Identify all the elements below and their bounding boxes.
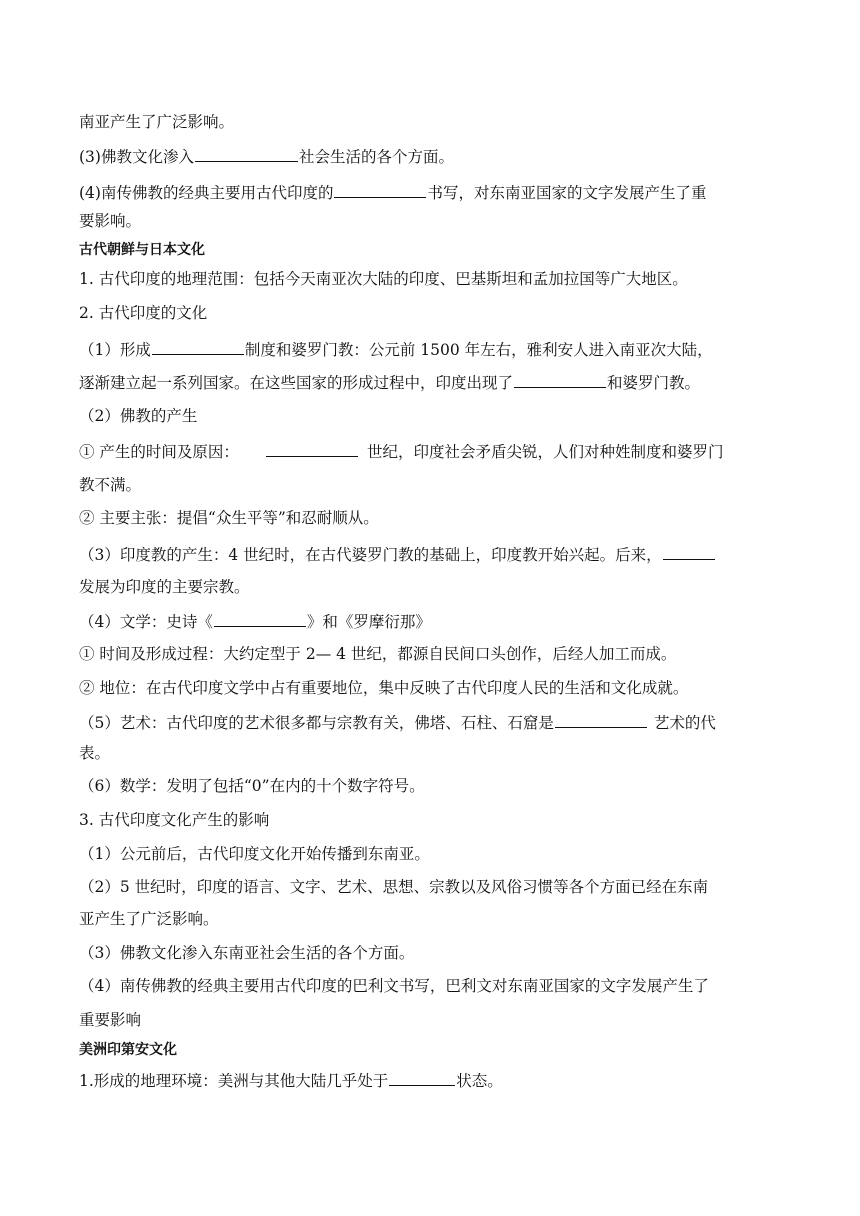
text: 1. 古代印度的地理范围：包括今天南亚次大陆的印度、巴基斯坦和孟加拉国等广大地区。 <box>79 270 688 288</box>
text: 状态。 <box>456 1072 503 1090</box>
fill-blank[interactable] <box>266 439 358 457</box>
text-line <box>79 268 789 290</box>
text: 》和《罗摩衍那》 <box>306 613 431 631</box>
text-line <box>79 843 789 865</box>
text: ① 产生的时间及原因： <box>79 443 239 461</box>
text: (3)佛教文化渗入 <box>79 148 194 166</box>
text: 和婆罗门教。 <box>607 374 701 392</box>
text: （2）佛教的产生 <box>79 407 198 425</box>
text: 要影响。 <box>79 212 142 230</box>
fill-blank[interactable] <box>389 1068 455 1086</box>
text: (4)南传佛教的经典主要用古代印度的 <box>79 184 334 202</box>
text-line <box>79 474 789 496</box>
fill-blank[interactable] <box>334 180 426 198</box>
text-line <box>79 809 789 831</box>
text: 社会生活的各个方面。 <box>298 148 454 166</box>
text-line <box>79 677 789 699</box>
section-heading <box>79 239 789 261</box>
text-line <box>79 1068 789 1092</box>
text-line <box>79 876 789 898</box>
text-line <box>79 405 789 427</box>
text: 逐渐建立起一系列国家。在这些国家的形成过程中，印度出现了 <box>79 374 514 392</box>
text: ① 时间及形成过程：大约定型于 2— 4 世纪，都源自民间口头创作，后经人加工而成。 <box>79 645 677 663</box>
text-line <box>79 370 789 394</box>
text: （4）文学：史诗《 <box>79 613 213 631</box>
text-line <box>79 742 789 764</box>
fill-blank[interactable] <box>514 370 606 388</box>
text-line <box>79 908 789 930</box>
text-line <box>79 542 789 566</box>
text: 制度和婆罗门教：公元前 1500 年左右，雅利安人进入南亚次大陆， <box>244 341 713 359</box>
text: （4）南传佛教的经典主要用古代印度的巴利文书写，巴利文对东南亚国家的文字发展产生了 <box>79 977 709 995</box>
text: 世纪，印度社会矛盾尖锐，人们对种姓制度和婆罗门 <box>366 443 724 461</box>
text-line <box>79 210 789 232</box>
section-heading <box>79 1039 789 1061</box>
text: 重要影响 <box>79 1011 142 1029</box>
heading-text: 美洲印第安文化 <box>79 1042 177 1058</box>
text: 书写，对东南亚国家的文字发展产生了重 <box>427 184 707 202</box>
text: （5）艺术：古代印度的艺术很多都与宗教有关，佛塔、石柱、石窟是 <box>79 714 554 732</box>
text-line <box>79 144 789 168</box>
text: 亚产生了广泛影响。 <box>79 910 219 928</box>
text: 3. 古代印度文化产生的影响 <box>79 811 270 829</box>
text-line <box>79 337 789 361</box>
fill-blank[interactable] <box>195 144 298 162</box>
text-line <box>79 942 789 964</box>
text-line <box>79 775 789 797</box>
text: （1）公元前后，古代印度文化开始传播到东南亚。 <box>79 845 430 863</box>
text-line <box>79 302 789 324</box>
text: 教不满。 <box>79 476 142 494</box>
fill-blank[interactable] <box>663 542 715 560</box>
text: 南亚产生了广泛影响。 <box>79 113 235 131</box>
text: （1）形成 <box>79 341 151 359</box>
text: ② 地位：在古代印度文学中占有重要地位，集中反映了古代印度人民的生活和文化成就。 <box>79 679 689 697</box>
text-line <box>79 1009 789 1031</box>
text-line <box>79 975 789 997</box>
text: （6）数学：发明了包括“0”在内的十个数字符号。 <box>79 777 425 795</box>
text-line <box>79 643 789 665</box>
text: （2）5 世纪时，印度的语言、文字、艺术、思想、宗教以及风俗习惯等各个方面已经在东南 <box>79 878 709 896</box>
text: ② 主要主张：提倡“众生平等”和忍耐顺从。 <box>79 509 379 527</box>
fill-blank[interactable] <box>214 609 306 627</box>
text: 艺术的代 <box>653 714 716 732</box>
text: 2. 古代印度的文化 <box>79 304 208 322</box>
text: 发展为印度的主要宗教。 <box>79 578 250 596</box>
text-line <box>79 710 789 734</box>
text-line <box>79 439 789 463</box>
text: （3）佛教文化渗入东南亚社会生活的各个方面。 <box>79 944 415 962</box>
heading-text: 古代朝鲜与日本文化 <box>79 242 205 258</box>
text: （3）印度教的产生：4 世纪时，在古代婆罗门教的基础上，印度教开始兴起。后来， <box>79 546 662 564</box>
text: 表。 <box>79 744 111 762</box>
text-line <box>79 609 789 633</box>
text-line <box>79 576 789 598</box>
fill-blank[interactable] <box>152 337 244 355</box>
text-line <box>79 111 789 133</box>
text-line <box>79 507 789 529</box>
text: 1.形成的地理环境：美洲与其他大陆几乎处于 <box>79 1072 389 1090</box>
fill-blank[interactable] <box>555 710 647 728</box>
text-line <box>79 180 789 204</box>
